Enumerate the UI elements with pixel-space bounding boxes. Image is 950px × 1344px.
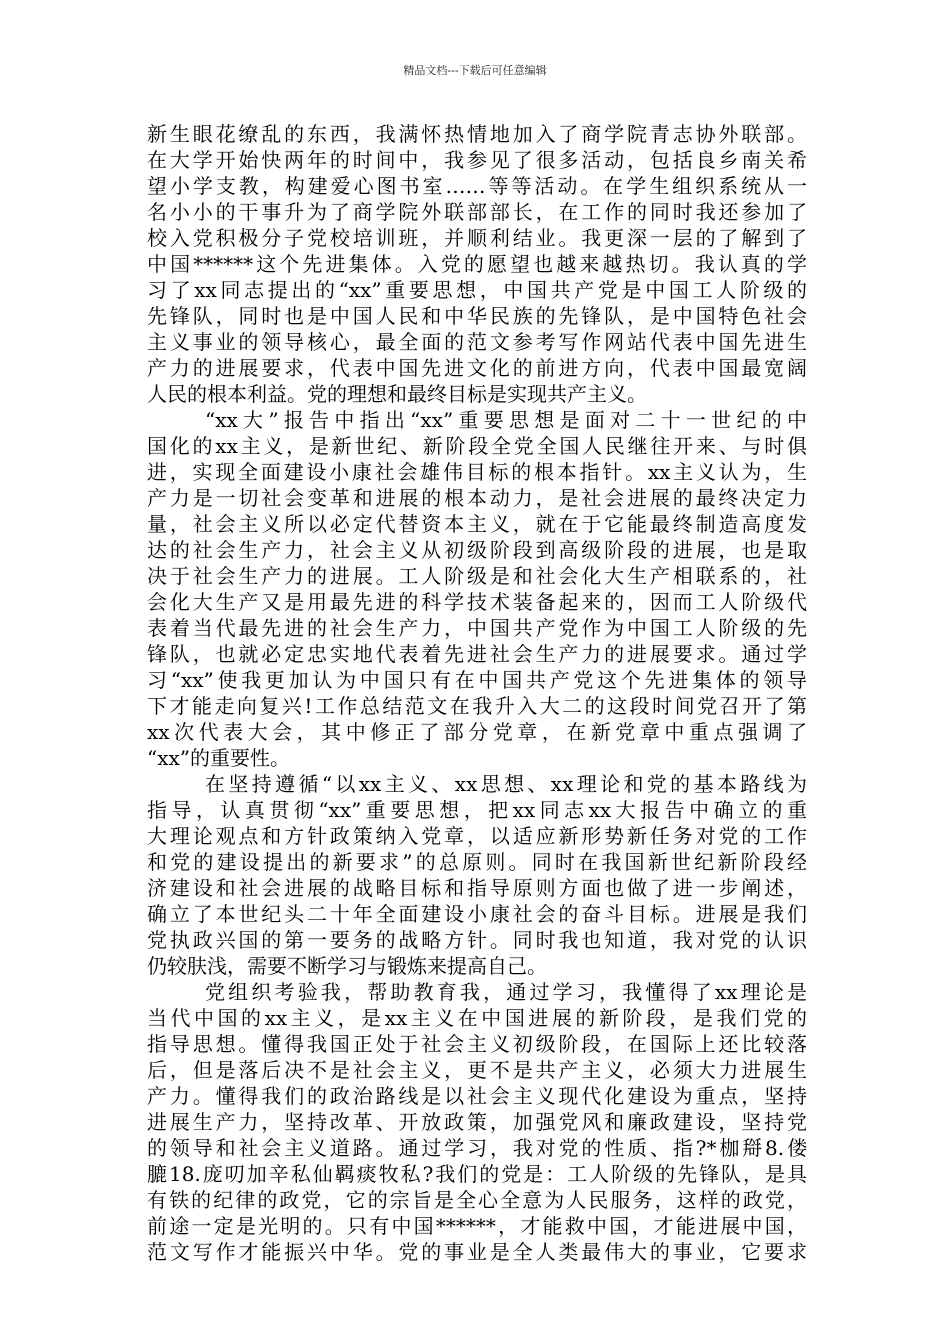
text-line: 会化大生产又是用最先进的科学技术装备起来的，因而工人阶级代 xyxy=(147,590,807,614)
text-line: 望小学支教，构建爱心图书室……等等活动。在学生组织系统从一 xyxy=(147,174,807,198)
text-line: 当代中国的xx主义，是xx主义在中国进展的新阶段，是我们党的 xyxy=(147,1006,807,1030)
page-header: 精品文档---下载后可任意编辑 xyxy=(403,64,547,77)
text-line: 范文写作才能振兴中华。党的事业是全人类最伟大的事业，它要求 xyxy=(147,1240,807,1264)
document-body xyxy=(147,121,807,1265)
text-line: 校入党积极分子党校培训班，并顺利结业。我更深一层的了解到了 xyxy=(147,226,807,250)
text-line: 中国******这个先进集体。入党的愿望也越来越热切。我认真的学 xyxy=(147,252,807,276)
text-line: 膔18.庞叨加辛私仙羁痰牧私?我们的党是：工人阶级的先锋队，是具 xyxy=(147,1162,807,1186)
text-line: 表着当代最先进的社会生产力，中国共产党作为中国工人阶级的先 xyxy=(147,616,807,640)
text-line: 主义事业的领导核心，最全面的范文参考写作网站代表中国先进生 xyxy=(147,330,807,354)
text-line: 先锋队，同时也是中国人民和中华民族的先锋队，是中国特色社会 xyxy=(147,304,807,328)
text-line: 产力。懂得我们的政治路线是以社会主义现代化建设为重点，坚持 xyxy=(147,1084,807,1108)
text-line: 名小小的干事升为了商学院外联部部长，在工作的同时我还参加了 xyxy=(147,200,807,224)
text-line: 大理论观点和方针政策纳入党章，以适应新形势新任务对党的工作 xyxy=(147,824,807,848)
text-line: 达的社会生产力，社会主义从初级阶段到高级阶段的进展，也是取 xyxy=(147,538,807,562)
text-line: 党执政兴国的第一要务的战略方针。同时我也知道，我对党的认识 xyxy=(147,928,807,952)
text-line: 济建设和社会进展的战略目标和指导原则方面也做了进一步阐述， xyxy=(147,876,807,900)
text-line: 的领导和社会主义道路。通过学习，我对党的性质、指?*枷搿8.偻 xyxy=(147,1136,807,1160)
text-line: 新生眼花缭乱的东西，我满怀热情地加入了商学院青志协外联部。 xyxy=(147,122,807,146)
paragraph-first-line: 在坚持遵循“以xx主义、xx思想、xx理论和党的基本路线为 xyxy=(205,772,807,796)
text-line: 决于社会生产力的进展。工人阶级是和社会化大生产相联系的，社 xyxy=(147,564,807,588)
text-line: 锋队，也就必定忠实地代表着先进社会生产力的进展要求。通过学 xyxy=(147,642,807,666)
text-line: 后，但是落后决不是社会主义，更不是共产主义，必须大力进展生 xyxy=(147,1058,807,1082)
text-line: 进展生产力，坚持改革、开放政策，加强党风和廉政建设，坚持党 xyxy=(147,1110,807,1134)
text-line: 进，实现全面建设小康社会雄伟目标的根本指针。xx主义认为，生 xyxy=(147,460,807,484)
text-line: 仍较肤浅，需要不断学习与锻炼来提高自己。 xyxy=(147,954,547,978)
text-line: 前途一定是光明的。只有中国******，才能救中国，才能进展中国， xyxy=(147,1214,807,1238)
text-line: 产力是一切社会变革和进展的根本动力，是社会进展的最终决定力 xyxy=(147,486,807,510)
paragraph-first-line: 党组织考验我，帮助教育我，通过学习，我懂得了xx理论是 xyxy=(205,980,807,1004)
text-line: 习了xx同志提出的“xx”重要思想，中国共产党是中国工人阶级的 xyxy=(147,278,807,302)
text-line: 在大学开始快两年的时间中，我参见了很多活动，包括良乡南关希 xyxy=(147,148,807,172)
text-line: 习“xx”使我更加认为中国只有在中国共产党这个先进集体的领导 xyxy=(147,668,807,692)
text-line: 下才能走向复兴!工作总结范文在我升入大二的这段时间党召开了第 xyxy=(147,694,807,718)
text-line: 产力的进展要求，代表中国先进文化的前进方向，代表中国最宽阔 xyxy=(147,356,807,380)
text-line: 人民的根本利益。党的理想和最终目标是实现共产主义。 xyxy=(147,382,647,406)
text-line: 确立了本世纪头二十年全面建设小康社会的奋斗目标。进展是我们 xyxy=(147,902,807,926)
paragraph-first-line: “xx大”报告中指出“xx”重要思想是面对二十一世纪的中 xyxy=(205,408,807,432)
text-line: 和党的建设提出的新要求”的总原则。同时在我国新世纪新阶段经 xyxy=(147,850,807,874)
text-line: xx次代表大会，其中修正了部分党章，在新党章中重点强调了 xyxy=(147,720,807,744)
text-line: 指导，认真贯彻“xx”重要思想，把xx同志xx大报告中确立的重 xyxy=(147,798,807,822)
text-line: 有铁的纪律的政党，它的宗旨是全心全意为人民服务，这样的政党， xyxy=(147,1188,807,1212)
text-line: 指导思想。懂得我国正处于社会主义初级阶段，在国际上还比较落 xyxy=(147,1032,807,1056)
text-line: 国化的xx主义，是新世纪、新阶段全党全国人民继往开来、与时俱 xyxy=(147,434,807,458)
text-line: “xx”的重要性。 xyxy=(147,746,291,770)
text-line: 量，社会主义所以必定代替资本主义，就在于它能最终制造高度发 xyxy=(147,512,807,536)
